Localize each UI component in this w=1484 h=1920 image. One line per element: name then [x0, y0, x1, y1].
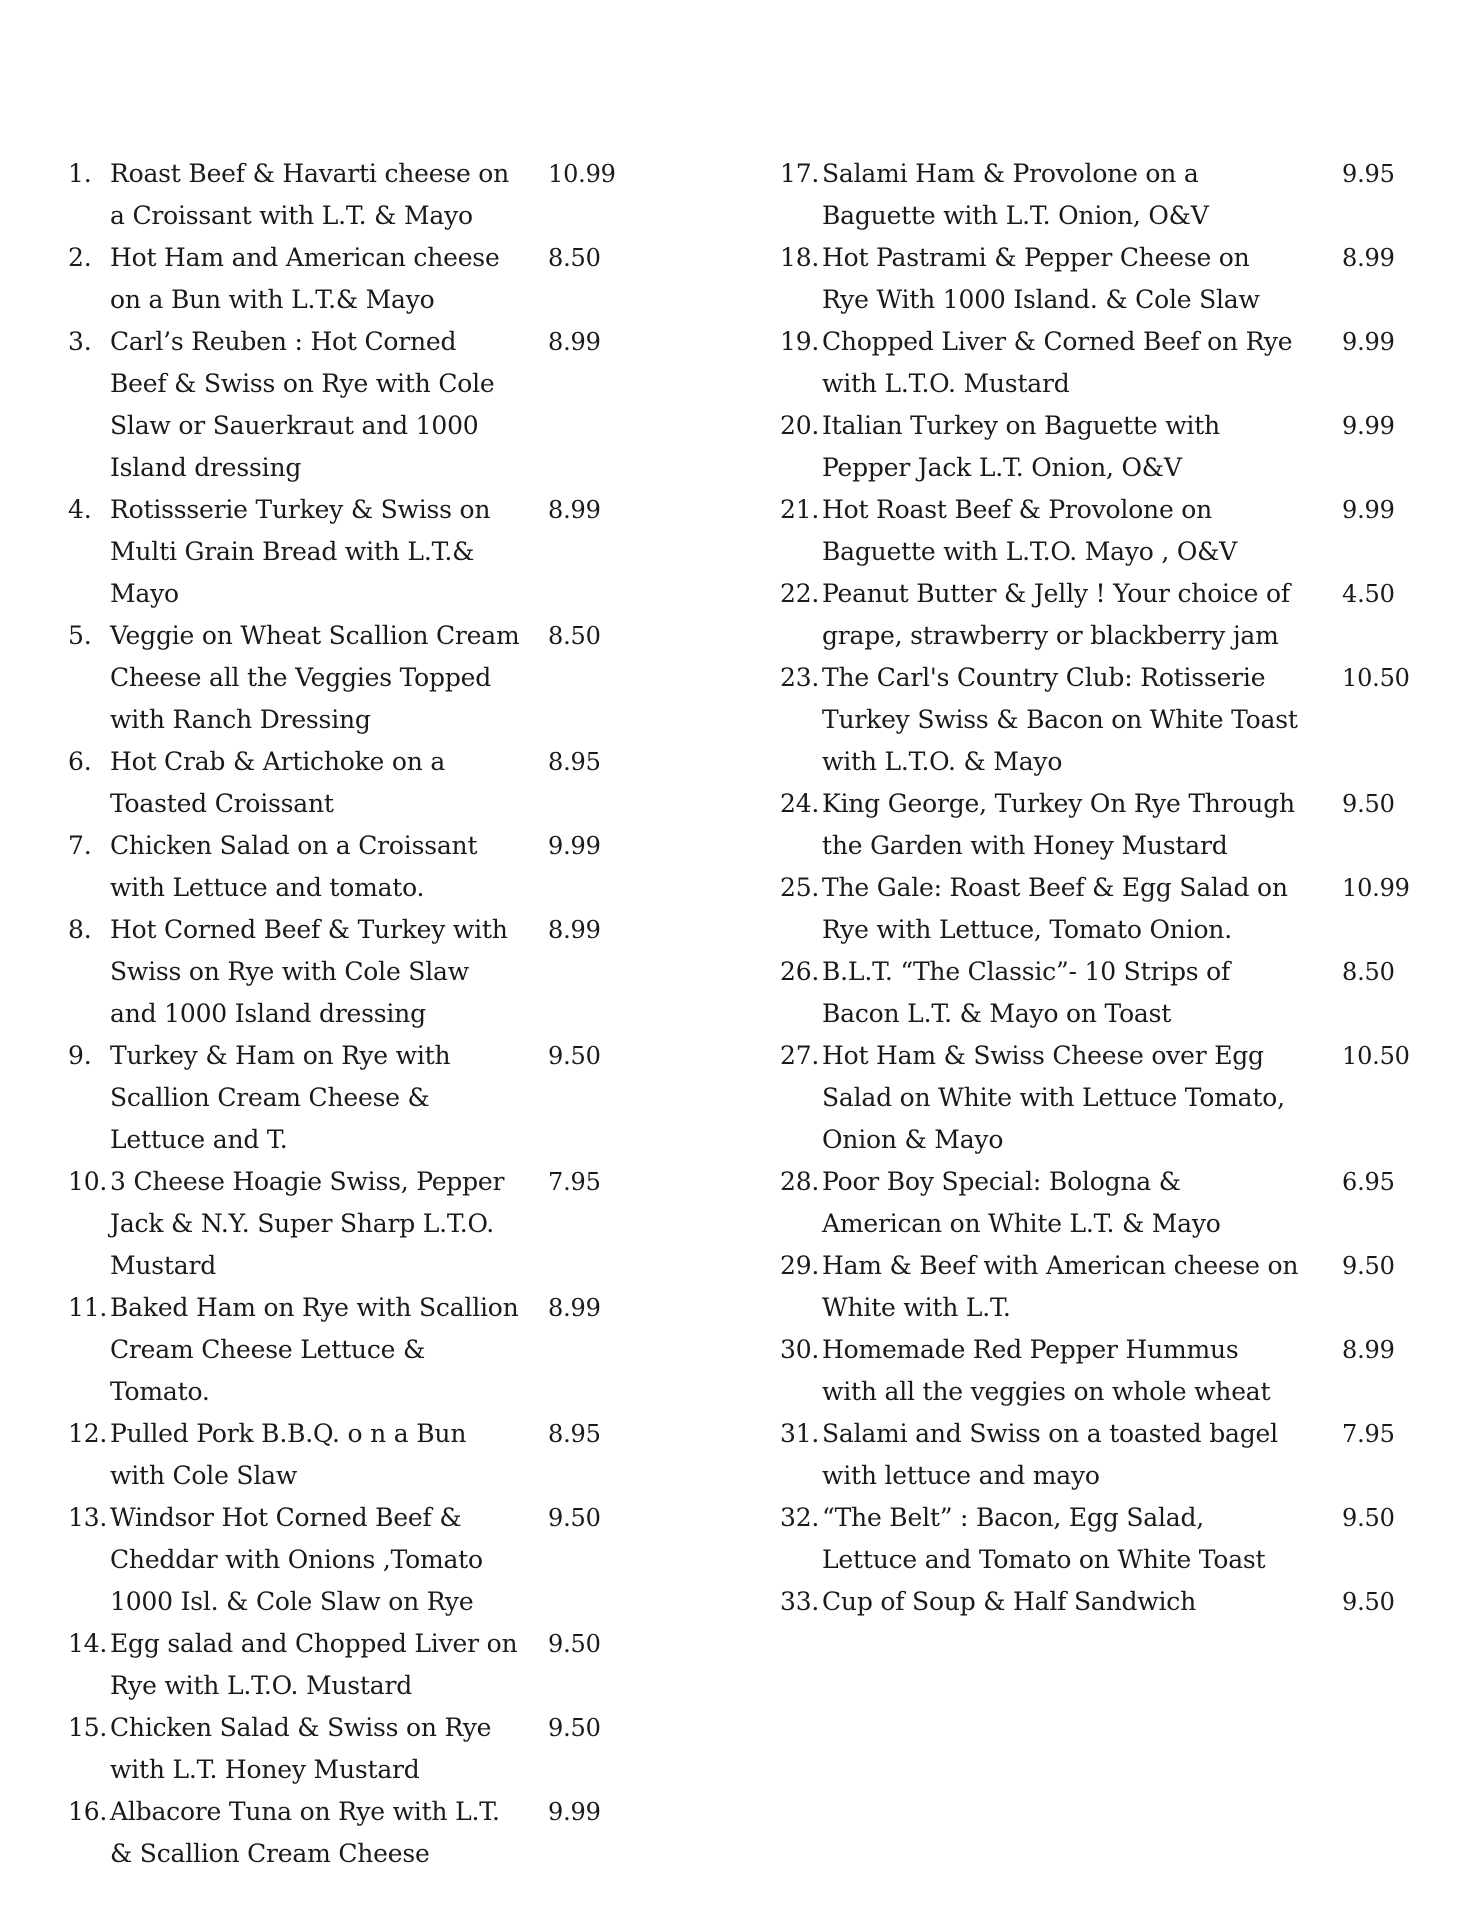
menu-item	[780, 573, 1420, 657]
item-price: 9.50	[1342, 1504, 1395, 1532]
item-description: Pulled Pork B.B.Q. o n a Bun with Cole Slaw	[110, 1419, 467, 1490]
menu-item	[780, 1413, 1420, 1497]
item-price: 9.50	[548, 1714, 601, 1742]
item-number: 25.	[780, 873, 820, 902]
menu-item	[780, 321, 1420, 405]
item-number: 28.	[780, 1167, 820, 1196]
item-number: 16.	[68, 1797, 108, 1826]
item-number: 26.	[780, 957, 820, 986]
item-number: 15.	[68, 1713, 108, 1742]
item-description: Salami and Swiss on a toasted bagel with lettuce and mayo	[822, 1419, 1278, 1490]
menu-item	[780, 783, 1420, 867]
item-description: Carl’s Reuben : Hot Corned Beef & Swiss on Rye with Cole Slaw or Sauerkraut and 1000 Island dressing	[110, 327, 495, 482]
item-price: 8.50	[548, 244, 601, 272]
item-price: 9.99	[1342, 412, 1395, 440]
item-price: 8.95	[548, 748, 601, 776]
item-description: Hot Ham & Swiss Cheese over Egg Salad on White with Lettuce Tomato, Onion & Mayo	[822, 1041, 1285, 1154]
menu-item	[780, 1581, 1420, 1623]
item-description: Chopped Liver & Corned Beef on Rye with L.T.O. Mustard	[822, 327, 1293, 398]
item-number: 33.	[780, 1587, 820, 1616]
menu-item	[68, 909, 688, 1035]
item-price: 9.50	[1342, 1252, 1395, 1280]
item-number: 6.	[68, 747, 92, 776]
menu-item	[68, 1161, 688, 1287]
item-description: Hot Corned Beef & Turkey with Swiss on Rye with Cole Slaw and 1000 Island dressing	[110, 915, 508, 1028]
item-price: 7.95	[548, 1168, 601, 1196]
menu-column-right	[780, 153, 1420, 1623]
item-number: 19.	[780, 327, 820, 356]
item-number: 9.	[68, 1041, 92, 1070]
menu-item	[68, 489, 688, 615]
item-description: Hot Crab & Artichoke on a Toasted Croissant	[110, 747, 446, 818]
menu-item	[780, 1245, 1420, 1329]
menu-item	[68, 237, 688, 321]
item-price: 8.99	[1342, 244, 1395, 272]
item-description: The Gale: Roast Beef & Egg Salad on Rye with Lettuce, Tomato Onion.	[822, 873, 1288, 944]
item-number: 1.	[68, 159, 92, 188]
item-price: 10.99	[548, 160, 616, 188]
item-number: 7.	[68, 831, 92, 860]
item-number: 13.	[68, 1503, 108, 1532]
item-number: 29.	[780, 1251, 820, 1280]
menu-item	[68, 615, 688, 741]
item-description: Windsor Hot Corned Beef & Cheddar with Onions ,Tomato 1000 Isl. & Cole Slaw on Rye	[110, 1503, 483, 1616]
item-number: 17.	[780, 159, 820, 188]
item-description: Hot Roast Beef & Provolone on Baguette with L.T.O. Mayo , O&V	[822, 495, 1238, 566]
item-number: 24.	[780, 789, 820, 818]
item-number: 12.	[68, 1419, 108, 1448]
item-description: Salami Ham & Provolone on a Baguette with L.T. Onion, O&V	[822, 159, 1209, 230]
item-price: 10.50	[1342, 1042, 1410, 1070]
menu-item	[780, 1161, 1420, 1245]
item-description: Chicken Salad & Swiss on Rye with L.T. Honey Mustard	[110, 1713, 492, 1784]
item-number: 5.	[68, 621, 92, 650]
item-price: 6.95	[1342, 1168, 1395, 1196]
item-price: 7.95	[1342, 1420, 1395, 1448]
menu-item	[68, 153, 688, 237]
item-price: 8.50	[1342, 958, 1395, 986]
item-description: B.L.T. “The Classic”- 10 Strips of Bacon L.T. & Mayo on Toast	[822, 957, 1231, 1028]
menu-item	[68, 741, 688, 825]
item-price: 8.95	[548, 1420, 601, 1448]
item-description: Egg salad and Chopped Liver on Rye with L.T.O. Mustard	[110, 1629, 518, 1700]
item-description: Cup of Soup & Half Sandwich	[822, 1587, 1196, 1616]
menu-item	[68, 321, 688, 489]
item-number: 20.	[780, 411, 820, 440]
item-description: 3 Cheese Hoagie Swiss, Pepper Jack & N.Y. Super Sharp L.T.O. Mustard	[110, 1167, 505, 1280]
menu-item	[780, 405, 1420, 489]
item-description: Chicken Salad on a Croissant with Lettuce and tomato.	[110, 831, 478, 902]
menu-item	[780, 489, 1420, 573]
item-price: 9.50	[1342, 1588, 1395, 1616]
menu-item	[780, 153, 1420, 237]
item-price: 9.50	[1342, 790, 1395, 818]
item-number: 3.	[68, 327, 92, 356]
item-price: 10.50	[1342, 664, 1410, 692]
item-description: Roast Beef & Havarti cheese on a Croissant with L.T. & Mayo	[110, 159, 510, 230]
item-price: 9.50	[548, 1504, 601, 1532]
item-description: “The Belt” : Bacon, Egg Salad, Lettuce and Tomato on White Toast	[822, 1503, 1266, 1574]
item-number: 32.	[780, 1503, 820, 1532]
item-number: 18.	[780, 243, 820, 272]
menu-item	[780, 951, 1420, 1035]
item-description: Baked Ham on Rye with Scallion Cream Cheese Lettuce & Tomato.	[110, 1293, 519, 1406]
item-price: 4.50	[1342, 580, 1395, 608]
menu-item	[68, 1413, 688, 1497]
item-description: The Carl's Country Club: Rotisserie Turkey Swiss & Bacon on White Toast with L.T.O. & Mayo	[822, 663, 1298, 776]
item-number: 8.	[68, 915, 92, 944]
menu-item	[68, 1791, 688, 1875]
menu-item	[780, 1497, 1420, 1581]
item-number: 10.	[68, 1167, 108, 1196]
item-price: 8.99	[1342, 1336, 1395, 1364]
menu-item	[68, 1497, 688, 1623]
menu-item	[68, 1287, 688, 1413]
item-number: 23.	[780, 663, 820, 692]
item-description: Ham & Beef with American cheese on White with L.T.	[822, 1251, 1299, 1322]
item-price: 9.95	[1342, 160, 1395, 188]
item-price: 9.50	[548, 1630, 601, 1658]
item-price: 10.99	[1342, 874, 1410, 902]
item-price: 8.50	[548, 622, 601, 650]
item-price: 9.50	[548, 1042, 601, 1070]
menu-item	[780, 237, 1420, 321]
item-description: Italian Turkey on Baguette with Pepper Jack L.T. Onion, O&V	[822, 411, 1220, 482]
item-price: 9.99	[1342, 496, 1395, 524]
item-description: Hot Pastrami & Pepper Cheese on Rye With 1000 Island. & Cole Slaw	[822, 243, 1260, 314]
item-number: 31.	[780, 1419, 820, 1448]
item-number: 27.	[780, 1041, 820, 1070]
item-description: Poor Boy Special: Bologna & American on White L.T. & Mayo	[822, 1167, 1221, 1238]
menu-item	[68, 825, 688, 909]
item-description: Peanut Butter & Jelly ! Your choice of grape, strawberry or blackberry jam	[822, 579, 1290, 650]
item-number: 4.	[68, 495, 92, 524]
item-number: 14.	[68, 1629, 108, 1658]
menu-item	[68, 1623, 688, 1707]
item-number: 22.	[780, 579, 820, 608]
item-price: 8.99	[548, 1294, 601, 1322]
menu-item	[68, 1707, 688, 1791]
menu-item	[780, 867, 1420, 951]
item-number: 11.	[68, 1293, 108, 1322]
item-description: Rotissserie Turkey & Swiss on Multi Grain Bread with L.T.& Mayo	[110, 495, 491, 608]
menu-item	[780, 1035, 1420, 1161]
menu-item	[68, 1035, 688, 1161]
item-description: Veggie on Wheat Scallion Cream Cheese all the Veggies Topped with Ranch Dressing	[110, 621, 520, 734]
item-price: 8.99	[548, 496, 601, 524]
menu-column-left	[68, 153, 688, 1875]
item-price: 9.99	[1342, 328, 1395, 356]
item-description: King George, Turkey On Rye Through the Garden with Honey Mustard	[822, 789, 1295, 860]
item-number: 21.	[780, 495, 820, 524]
item-description: Hot Ham and American cheese on a Bun with L.T.& Mayo	[110, 243, 500, 314]
item-price: 8.99	[548, 328, 601, 356]
menu-item	[780, 1329, 1420, 1413]
item-price: 9.99	[548, 1798, 601, 1826]
item-price: 8.99	[548, 916, 601, 944]
menu-item	[780, 657, 1420, 783]
item-price: 9.99	[548, 832, 601, 860]
item-description: Homemade Red Pepper Hummus with all the veggies on whole wheat	[822, 1335, 1271, 1406]
item-number: 30.	[780, 1335, 820, 1364]
item-description: Albacore Tuna on Rye with L.T. & Scallion Cream Cheese	[110, 1797, 500, 1868]
item-description: Turkey & Ham on Rye with Scallion Cream Cheese & Lettuce and T.	[110, 1041, 451, 1154]
item-number: 2.	[68, 243, 92, 272]
